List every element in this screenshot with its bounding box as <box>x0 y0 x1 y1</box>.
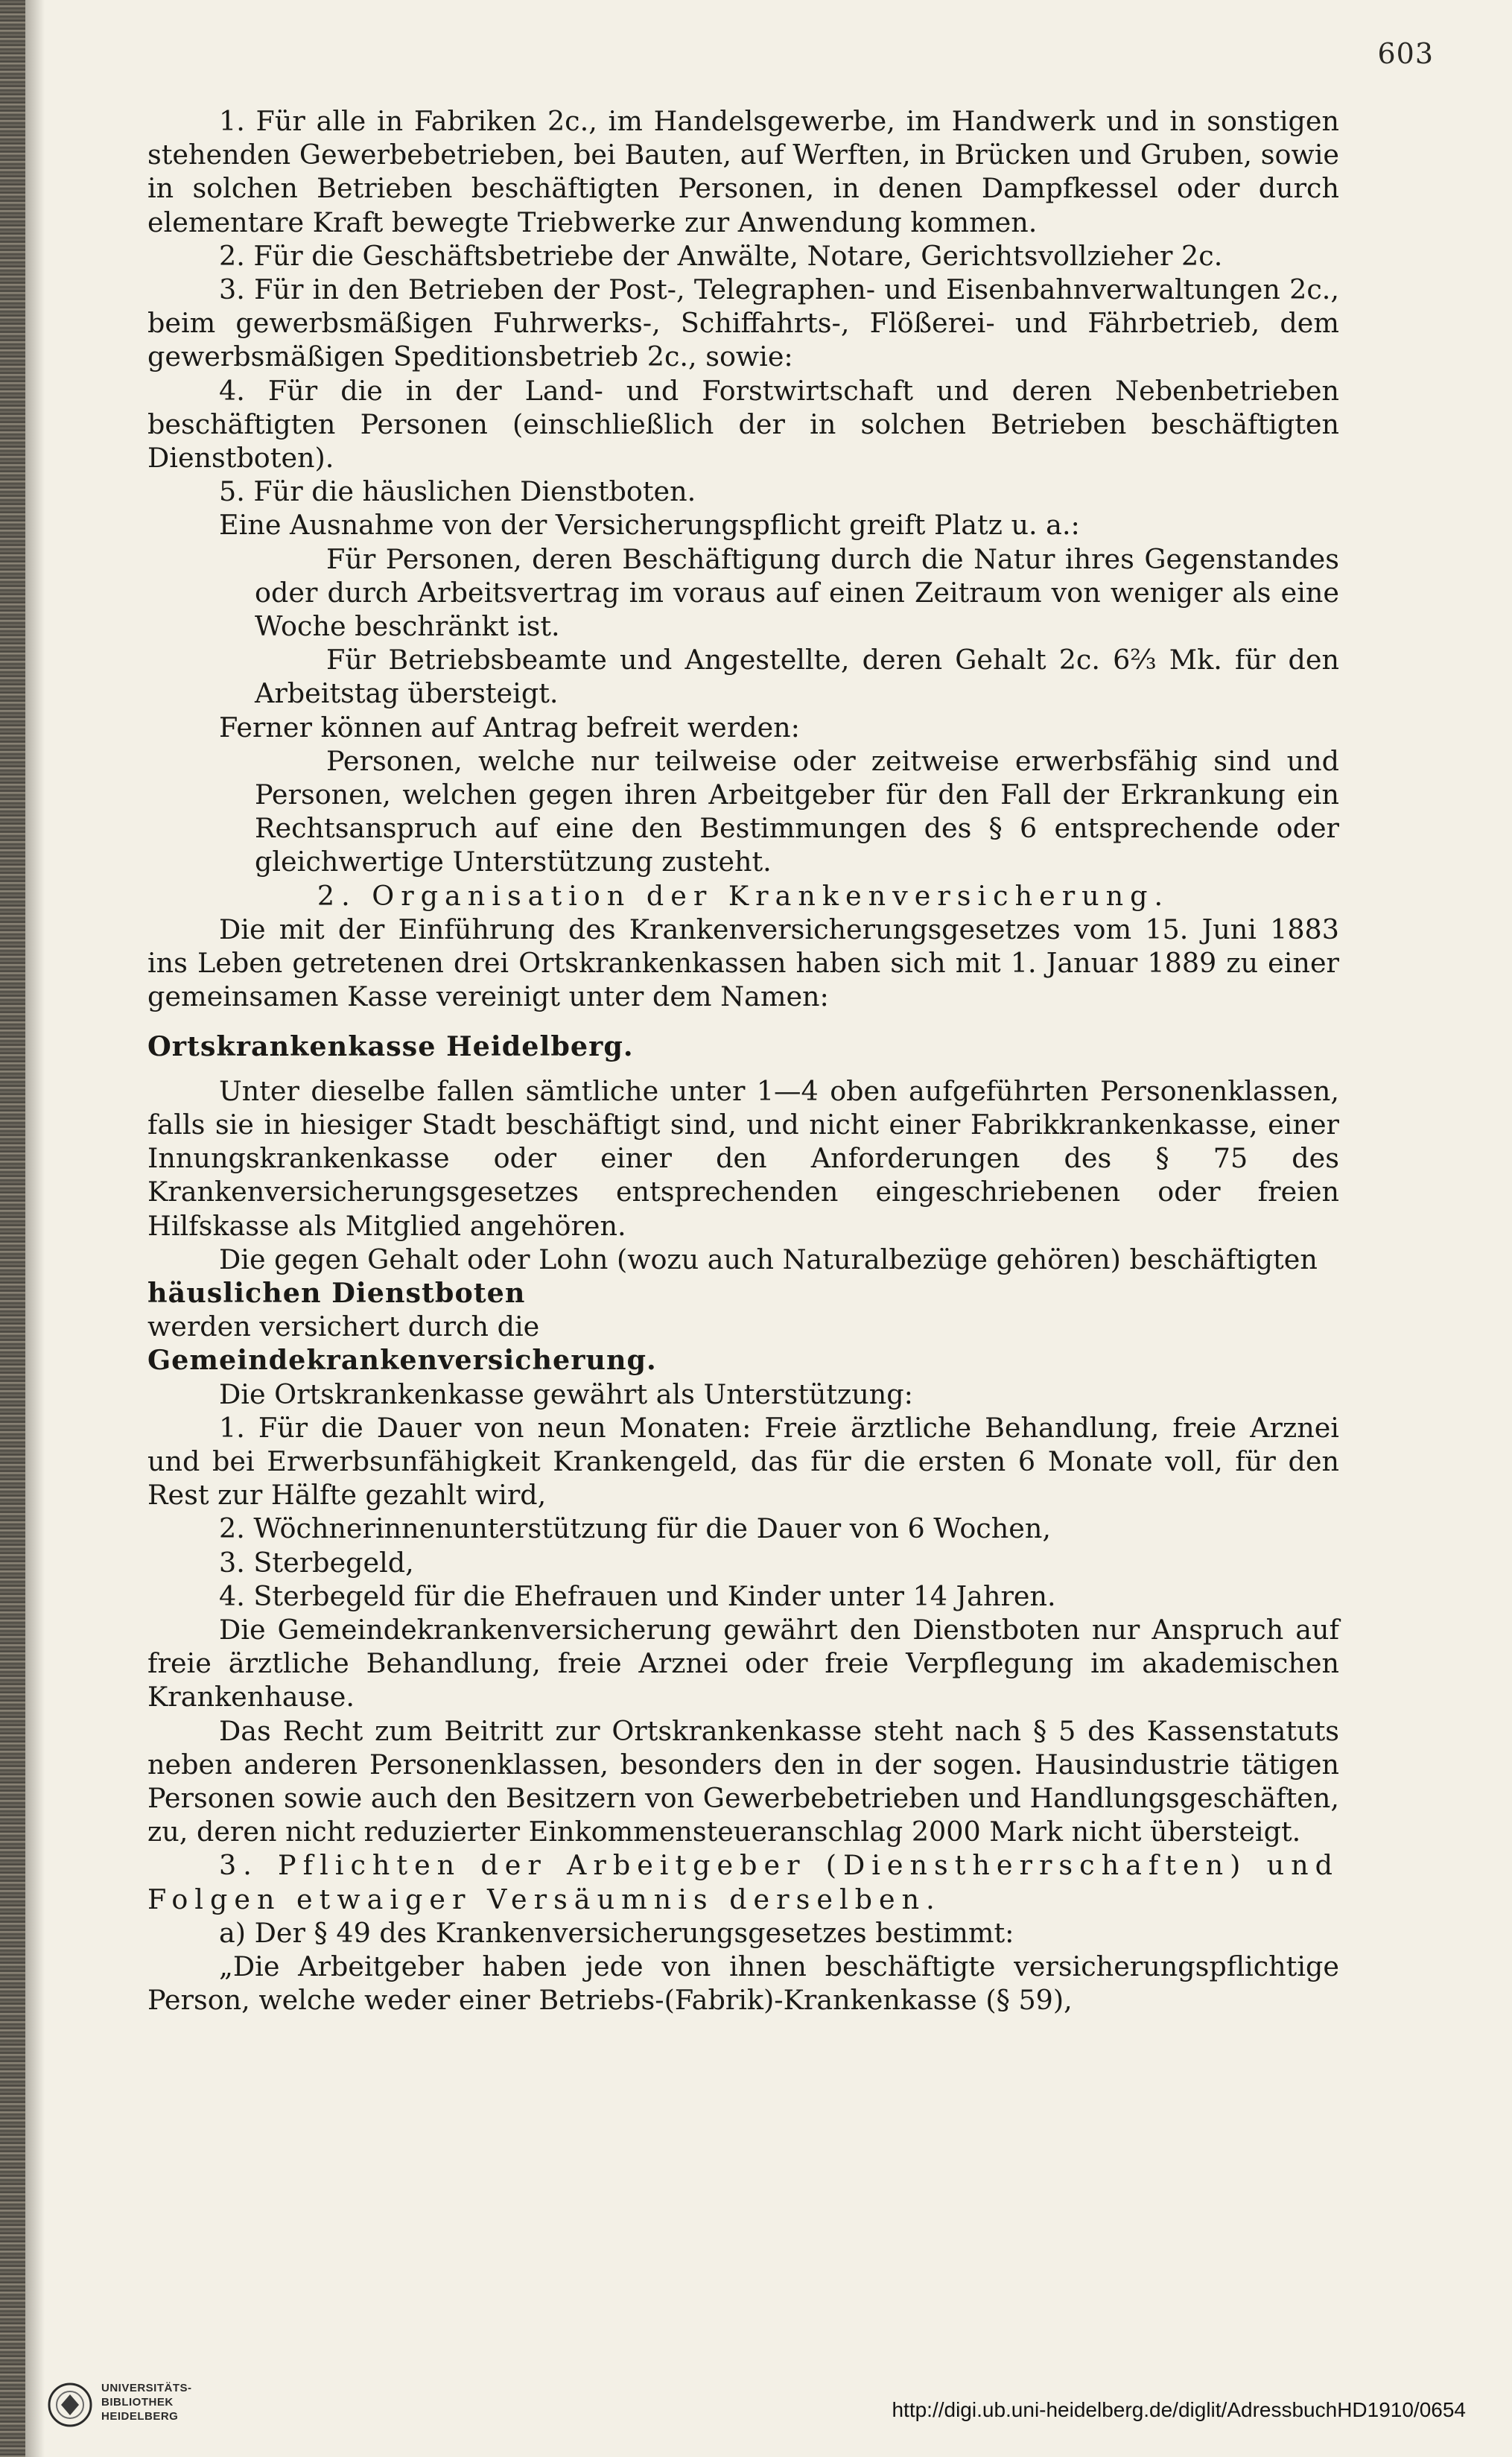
heading-gemeindekrankenversicherung: Gemeindekrankenversicherung. <box>147 1344 657 1377</box>
gutter-shadow <box>25 0 45 2457</box>
source-url-link[interactable]: http://digi.ub.uni-heidelberg.de/diglit/AdressbuchHD1910/0654 <box>892 2398 1466 2421</box>
exemption-intro: Ferner können auf Antrag befreit werden: <box>219 711 800 744</box>
paragraph-item-1: 1. Für alle in Fabriken 2c., im Handelsgewerbe, im Handwerk und in sonstigen stehenden Gewerbebetrieben, bei Bauten, auf Werften, in Brücken und Gruben, sowie in solchen Betrieben beschäftigten Personen, in denen Dampfkessel oder durch elementare Kraft bewegte Triebwerke zur Anwendung kommen. <box>147 105 1339 238</box>
benefit-2: 2. Wöchnerinnenunterstützung für die Dauer von 6 Wochen, <box>219 1512 1051 1545</box>
book-gutter <box>0 0 25 2457</box>
paragraph-item-3: 3. Für in den Betrieben der Post-, Telegraphen- und Eisenbahnverwaltungen 2c., beim gewerbsmäßigen Fuhrwerks-, Schiffahrts-, Flößerei- und Fährbetrieb, dem gewerbsmäßigen Speditionsbetrieb 2c., sowie: <box>147 273 1339 373</box>
paragraph-right-to-join: Das Recht zum Beitritt zur Ortskrankenkasse steht nach § 5 des Kassenstatuts neben anderen Personenklassen, besonders den in der sogen. Hausindustrie tätigen Personen sowie auch den Besitzern von Gewerbebetrieben und Handlungsgeschäften, zu, deren nicht reduzierter Einkommensteueranschlag 2000 Mark nicht übersteigt. <box>147 1714 1339 1848</box>
paragraph-salary: Die gegen Gehalt oder Lohn (wozu auch Naturalbezüge gehören) beschäftigten <box>219 1243 1318 1275</box>
library-logo <box>46 2375 225 2438</box>
paragraph-gemeinde-benefits: Die Gemeindekrankenversicherung gewährt den Dienstboten nur Anspruch auf freie ärztliche Behandlung, freie Arznei oder freie Verpflegung im akademischen Krankenhause. <box>147 1613 1339 1713</box>
library-name-line-2: BIBLIOTHEK <box>101 2396 174 2409</box>
paragraph-law-49: a) Der § 49 des Krankenversicherungsgesetzes bestimmt: <box>219 1916 1014 1949</box>
benefit-4: 4. Sterbegeld für die Ehefrauen und Kinder unter 14 Jahren. <box>219 1579 1056 1612</box>
paragraph-insured-by: werden versichert durch die <box>147 1310 540 1343</box>
paragraph-item-4: 4. Für die in der Land- und Forstwirtschaft und deren Nebenbetrieben beschäftigten Personen (einschließlich der in solchen Betrieben beschäftigten Dienstboten). <box>147 374 1339 475</box>
library-name-line-1: UNIVERSITÄTS- <box>101 2382 192 2394</box>
paragraph-merger: Die mit der Einführung des Krankenversicherungsgesetzes vom 15. Juni 1883 ins Leben getretenen drei Ortskrankenkassen haben sich mit 1. Januar 1889 zu einer gemeinsamen Kasse vereinigt unter dem Namen: <box>147 913 1339 1013</box>
benefit-3: 3. Sterbegeld, <box>219 1546 414 1579</box>
heading-dienstboten: häuslichen Dienstboten <box>147 1276 526 1309</box>
paragraph-quote: „Die Arbeitgeber haben jede von ihnen beschäftigte versicherungspflichtige Person, welche weder einer Betriebs-(Fabrik)-Krankenkasse (§ 59), <box>147 1950 1339 2017</box>
exception-intro: Eine Ausnahme von der Versicherungspflicht greift Platz u. a.: <box>219 509 1080 542</box>
exception-1: Für Personen, deren Beschäftigung durch die Natur ihres Gegenstandes oder durch Arbeitsvertrag im voraus auf einen Zeitraum von weniger als eine Woche beschränkt ist. <box>255 542 1339 643</box>
exemption-text: Personen, welche nur teilweise oder zeitweise erwerbsfähig sind und Personen, welchen gegen ihren Arbeitgeber für den Fall der Erkrankung ein Rechtsanspruch auf eine den Bestimmungen des § 6 entsprechende oder gleichwertige Unterstützung zusteht. <box>255 744 1339 878</box>
library-name-line-3: HEIDELBERG <box>101 2410 179 2423</box>
paragraph-item-5: 5. Für die häuslichen Dienstboten. <box>219 475 696 508</box>
section-heading-organisation: 2. Organisation der Krankenversicherung. <box>317 879 1170 912</box>
heading-ortskrankenkasse: Ortskrankenkasse Heidelberg. <box>147 1030 634 1063</box>
body-text <box>147 104 1339 2017</box>
paragraph-scope: Unter dieselbe fallen sämtliche unter 1—4 oben aufgeführten Personenklassen, falls sie in hiesiger Stadt beschäftigt sind, und nicht einer Fabrikkrankenkasse, einer Innungskrankenkasse oder einer den Anforderungen des § 75 des Krankenversicherungsgesetzes entsprechenden eingeschriebenen oder freien Hilfskasse als Mitglied angehören. <box>147 1074 1339 1242</box>
benefits-intro: Die Ortskrankenkasse gewährt als Unterstützung: <box>219 1377 913 1410</box>
benefit-1: 1. Für die Dauer von neun Monaten: Freie ärztliche Behandlung, freie Arznei und bei Erwerbsunfähigkeit Krankengeld, das für die ersten 6 Monate voll, für den Rest zur Hälfte gezahlt wird, <box>147 1411 1339 1512</box>
library-seal-icon <box>46 2381 94 2429</box>
page-number: 603 <box>1377 37 1434 70</box>
paragraph-item-2: 2. Für die Geschäftsbetriebe der Anwälte, Notare, Gerichtsvollzieher 2c. <box>219 239 1223 272</box>
exception-2: Für Betriebsbeamte und Angestellte, deren Gehalt 2c. 6⅔ Mk. für den Arbeitstag übersteigt. <box>255 644 1339 710</box>
library-name <box>101 2381 192 2423</box>
section-heading-duties: 3. Pflichten der Arbeitgeber (Dienstherrschaften) und Folgen etwaiger Versäumnis derselben. <box>147 1849 1339 1915</box>
